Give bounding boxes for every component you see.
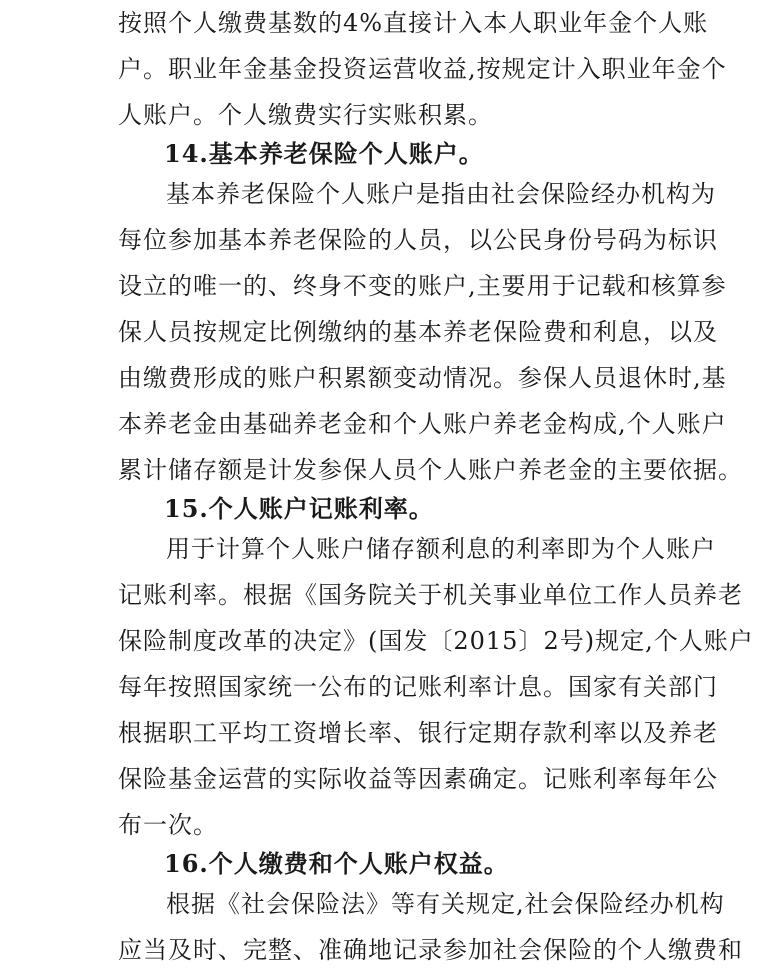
text-line: 人账户。个人缴费实行实账积累。 bbox=[118, 101, 493, 129]
text-line: 记账利率。根据《国务院关于机关事业单位工作人员养老 bbox=[118, 581, 743, 609]
text-line: 设立的唯一的、终身不变的账户,主要用于记载和核算参 bbox=[118, 272, 727, 300]
text-line: 保人员按规定比例缴纳的基本养老保险费和利息，以及 bbox=[118, 318, 718, 346]
text-line: 每位参加基本养老保险的人员，以公民身份号码为标识 bbox=[118, 226, 718, 254]
text-line: 保险制度改革的决定》(国发〔2015〕2号)规定,个人账户 bbox=[118, 627, 754, 655]
text-line: 累计储存额是计发参保人员个人账户养老金的主要依据。 bbox=[118, 456, 743, 484]
text-line: 保险基金运营的实际收益等因素确定。记账利率每年公 bbox=[118, 765, 718, 793]
text-line: 本养老金由基础养老金和个人账户养老金构成,个人账户 bbox=[118, 410, 727, 438]
text-line: 户。职业年金基金投资运营收益,按规定计入职业年金个 bbox=[118, 55, 727, 83]
text-line: 基本养老保险个人账户是指由社会保险经办机构为 bbox=[166, 180, 716, 208]
text-line: 由缴费形成的账户积累额变动情况。参保人员退休时,基 bbox=[118, 364, 727, 392]
text-line: 每年按照国家统一公布的记账利率计息。国家有关部门 bbox=[118, 673, 718, 701]
text-line: 按照个人缴费基数的4%直接计入本人职业年金个人账 bbox=[118, 9, 709, 37]
section-heading-14: 14.基本养老保险个人账户。 bbox=[164, 139, 484, 168]
section-heading-15: 15.个人账户记账利率。 bbox=[164, 494, 434, 523]
text-line: 用于计算个人账户储存额利息的利率即为个人账户 bbox=[166, 535, 716, 563]
text-line: 根据职工平均工资增长率、银行定期存款利率以及养老 bbox=[118, 719, 718, 747]
text-line: 根据《社会保险法》等有关规定,社会保险经办机构 bbox=[166, 890, 725, 918]
section-heading-16: 16.个人缴费和个人账户权益。 bbox=[164, 849, 509, 878]
text-line: 应当及时、完整、准确地记录参加社会保险的个人缴费和 bbox=[118, 936, 743, 964]
text-line: 布一次。 bbox=[118, 811, 218, 839]
